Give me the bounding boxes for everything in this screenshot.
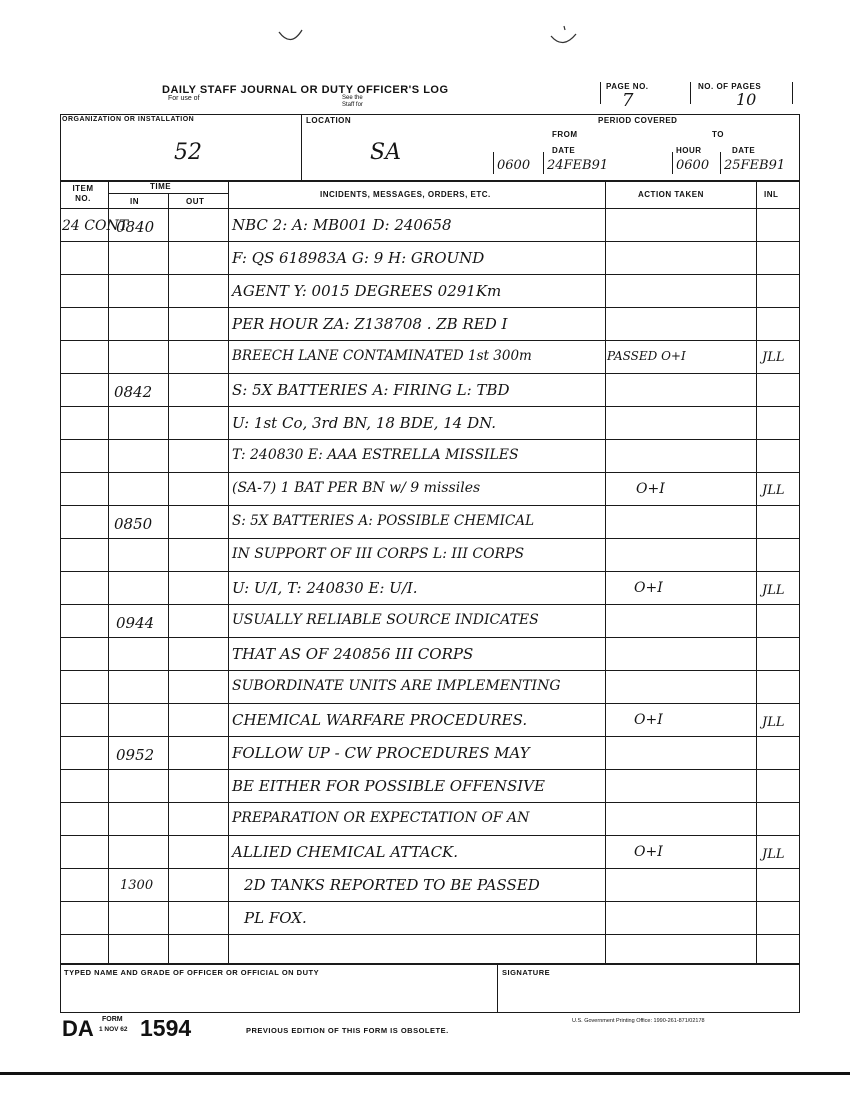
action-taken: O+I — [636, 481, 665, 497]
time-in: 0944 — [116, 614, 155, 632]
form-subtitle-for-use: For use of — [168, 95, 200, 102]
col-initials: INL — [764, 190, 779, 199]
incident-text: (SA-7) 1 BAT PER BN w/ 9 missiles — [232, 480, 481, 496]
incident-text: PER HOUR ZA: Z138708 . ZB RED I — [232, 315, 508, 333]
initials: JLL — [762, 483, 785, 498]
incident-text: PREPARATION OR EXPECTATION OF AN — [232, 810, 530, 826]
form-subtitle-staff: Staff for — [342, 102, 363, 108]
gpo-imprint: U.S. Government Printing Office: 1990-261-871/02178 — [572, 1018, 705, 1024]
location-label: LOCATION — [306, 116, 352, 125]
to-date-value: 25FEB91 — [724, 158, 786, 173]
incident-text: THAT AS OF 240856 III CORPS — [232, 645, 474, 663]
form-subtitle-see: See the — [342, 95, 363, 101]
time-in: 0840 — [116, 218, 155, 236]
previous-edition-note: PREVIOUS EDITION OF THIS FORM IS OBSOLETE. — [246, 1026, 449, 1035]
to-hour-value: 0600 — [676, 158, 710, 173]
time-in: 0842 — [114, 383, 153, 401]
incident-text: SUBORDINATE UNITS ARE IMPLEMENTING — [232, 678, 561, 694]
action-taken: O+I — [634, 580, 663, 596]
action-taken: PASSED O+I — [607, 349, 686, 363]
incident-text: USUALLY RELIABLE SOURCE INDICATES — [232, 612, 539, 628]
scan-edge-line — [0, 1072, 850, 1075]
incident-text: ALLIED CHEMICAL ATTACK. — [232, 843, 459, 861]
org-label: ORGANIZATION OR INSTALLATION — [62, 116, 195, 123]
col-time: TIME — [150, 182, 172, 191]
incident-text: NBC 2: A: MB001 D: 240658 — [232, 216, 452, 234]
incident-text: S: 5X BATTERIES A: FIRING L: TBD — [232, 381, 510, 399]
time-in: 0850 — [114, 515, 153, 533]
item-no: 24 CONT — [62, 218, 129, 234]
page-no-label: PAGE NO. — [606, 82, 649, 91]
time-in: 1300 — [120, 878, 154, 893]
form-da-label: DA — [62, 1016, 94, 1041]
incident-text: S: 5X BATTERIES A: POSSIBLE CHEMICAL — [232, 513, 535, 529]
col-incidents: INCIDENTS, MESSAGES, ORDERS, ETC. — [320, 190, 491, 199]
col-action: ACTION TAKEN — [638, 190, 704, 199]
incident-text: U: 1st Co, 3rd BN, 18 BDE, 14 DN. — [232, 414, 497, 432]
no-of-pages-value: 10 — [736, 90, 757, 109]
no-of-pages-label: NO. OF PAGES — [698, 82, 762, 91]
from-label: FROM — [552, 130, 578, 139]
hour-label: HOUR — [676, 146, 702, 155]
initials: JLL — [762, 350, 785, 365]
signature-label: SIGNATURE — [502, 968, 551, 977]
period-label: PERIOD COVERED — [598, 116, 678, 125]
typed-name-label: TYPED NAME AND GRADE OF OFFICER OR OFFICIAL ON DUTY — [64, 968, 320, 977]
form-date: 1 NOV 62 — [99, 1026, 128, 1033]
incident-text: 2D TANKS REPORTED TO BE PASSED — [244, 876, 540, 894]
page-no-value: 7 — [622, 90, 634, 111]
punch-hole-mark-right — [546, 24, 580, 48]
incident-text: CHEMICAL WARFARE PROCEDURES. — [232, 711, 528, 729]
incident-text: F: QS 618983A G: 9 H: GROUND — [232, 249, 485, 267]
initials: JLL — [762, 847, 785, 862]
col-item-no: ITEM NO. — [72, 184, 94, 203]
org-value: 52 — [174, 140, 202, 165]
col-time-in: IN — [130, 197, 139, 206]
time-in: 0952 — [116, 746, 155, 764]
date-label: DATE — [552, 146, 576, 155]
location-value: SA — [370, 140, 401, 165]
col-time-out: OUT — [186, 197, 205, 206]
form-number: 1594 — [140, 1015, 192, 1041]
from-hour-value: 0600 — [497, 158, 531, 173]
incident-text: T: 240830 E: AAA ESTRELLA MISSILES — [232, 447, 519, 463]
incident-text: PL FOX. — [244, 909, 307, 927]
form-title: DAILY STAFF JOURNAL OR DUTY OFFICER'S LOG — [162, 84, 449, 96]
to-label: TO — [712, 130, 724, 139]
initials: JLL — [762, 583, 785, 598]
incident-text: BREECH LANE CONTAMINATED 1st 300m — [232, 348, 532, 364]
date2-label: DATE — [732, 146, 756, 155]
from-date-value: 24FEB91 — [547, 158, 609, 173]
incident-text: U: U/I, T: 240830 E: U/I. — [232, 579, 418, 597]
incident-text: AGENT Y: 0015 DEGREES 0291Km — [232, 282, 502, 300]
incident-text: IN SUPPORT OF III CORPS L: III CORPS — [232, 546, 525, 562]
punch-hole-mark-left — [276, 26, 306, 48]
incident-text: FOLLOW UP - CW PROCEDURES MAY — [232, 744, 530, 762]
form-form-label: FORM — [102, 1016, 123, 1023]
initials: JLL — [762, 715, 785, 730]
incident-text: BE EITHER FOR POSSIBLE OFFENSIVE — [232, 777, 545, 795]
action-taken: O+I — [634, 844, 663, 860]
action-taken: O+I — [634, 712, 663, 728]
